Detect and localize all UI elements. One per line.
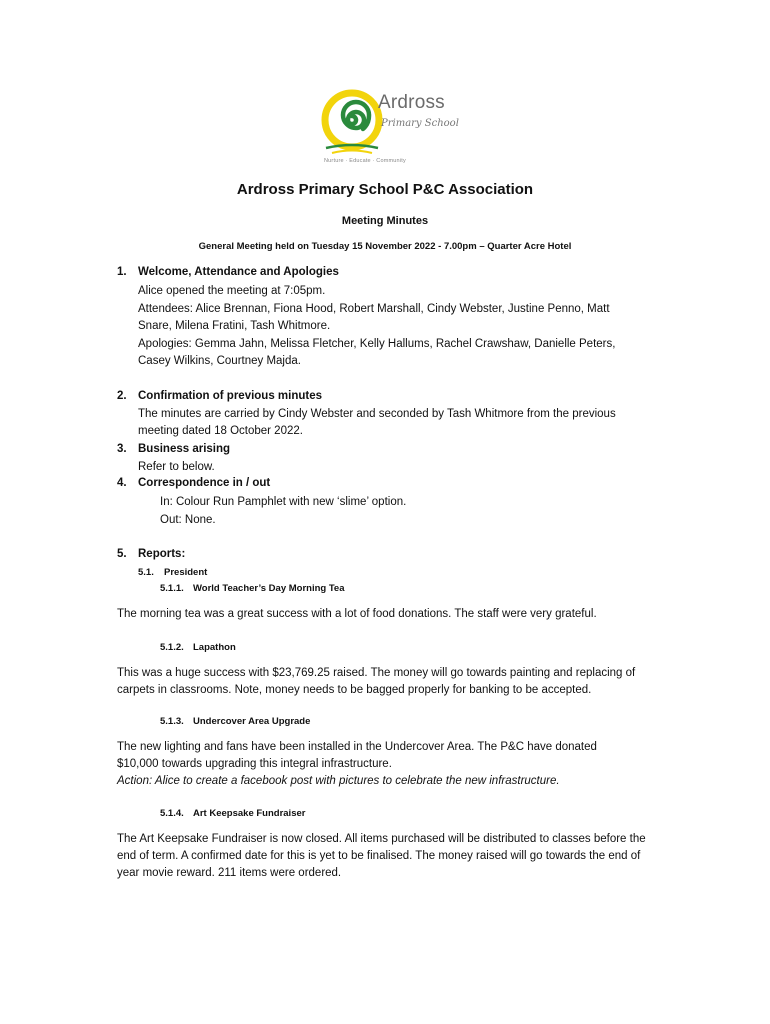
item-5-1-3-text: The new lighting and fans have been installed in the Undercover Area. The P&C have donated $10,000 towards upgrading this integral infrastructure. <box>117 741 597 770</box>
logo-school-name: Ardross <box>378 92 445 113</box>
section-4-out: Out: None. <box>160 514 216 526</box>
item-5-1-3-action: Action: Alice to create a facebook post with pictures to celebrate the new infrastructure. <box>117 775 560 787</box>
item-5-1-1-heading: World Teacher’s Day Morning Tea <box>193 583 345 594</box>
section-1-number: 1. <box>117 266 127 278</box>
item-5-1-4-heading: Art Keepsake Fundraiser <box>193 808 306 819</box>
section-1-heading: Welcome, Attendance and Apologies <box>138 266 339 278</box>
section-3-text: Refer to below. <box>138 461 215 473</box>
section-1-attendees: Attendees: Alice Brennan, Fiona Hood, Robert Marshall, Cindy Webster, Justine Penno, Matt Snare, Milena Fratini, Tash Whitmore. <box>138 303 610 332</box>
section-1-apologies: Apologies: Gemma Jahn, Melissa Fletcher, Kelly Hallums, Rachel Crawshaw, Danielle Peters, Casey Wilkins, Courtney Majda. <box>138 338 616 367</box>
section-4-heading: Correspondence in / out <box>138 477 271 489</box>
item-5-1-2-heading: Lapathon <box>193 642 236 653</box>
section-2-text: The minutes are carried by Cindy Webster and seconded by Tash Whitmore from the previous meeting dated 18 October 2022. <box>138 408 616 437</box>
section-3-heading: Business arising <box>138 443 231 455</box>
section-5-heading: Reports: <box>138 548 186 560</box>
logo-school-subtitle: Primary School <box>381 118 459 129</box>
item-5-1-1-number: 5.1.1. <box>160 583 184 594</box>
section-5-1-heading: President <box>164 567 208 578</box>
section-5-1-number: 5.1. <box>138 567 154 578</box>
document-title: Ardross Primary School P&C Association <box>236 181 534 198</box>
section-2-heading: Confirmation of previous minutes <box>138 390 323 402</box>
section-2-number: 2. <box>117 390 127 402</box>
item-5-1-3-heading: Undercover Area Upgrade <box>193 716 311 727</box>
section-4-number: 4. <box>117 477 127 489</box>
item-5-1-4-text: The Art Keepsake Fundraiser is now closed. All items purchased will be distributed to classes before the end of term. A confirmed date for this is yet to be finalised. The money raised will go towards the end of year movie reward. 211 items were ordered. <box>117 833 646 879</box>
school-logo <box>318 86 478 170</box>
item-5-1-2-number: 5.1.2. <box>160 642 184 653</box>
section-3-number: 3. <box>117 443 127 455</box>
document-subtitle: Meeting Minutes <box>341 215 429 227</box>
section-4-in: In: Colour Run Pamphlet with new ‘slime’ option. <box>160 496 407 508</box>
meeting-info: General Meeting held on Tuesday 15 November 2022 - 7.00pm – Quarter Acre Hotel <box>198 241 572 252</box>
section-5-number: 5. <box>117 548 127 560</box>
logo-tagline: Nurture · Educate · Community <box>324 158 406 164</box>
item-5-1-2-text: This was a huge success with $23,769.25 raised. The money will go towards painting and replacing of carpets in classrooms. Note, money needs to be bagged properly for banking to be accepted. <box>117 667 636 696</box>
item-5-1-3-number: 5.1.3. <box>160 716 184 727</box>
section-1-opened: Alice opened the meeting at 7:05pm. <box>138 285 326 297</box>
item-5-1-1-text: The morning tea was a great success with a lot of food donations. The staff were very grateful. <box>117 608 597 620</box>
item-5-1-4-number: 5.1.4. <box>160 808 184 819</box>
